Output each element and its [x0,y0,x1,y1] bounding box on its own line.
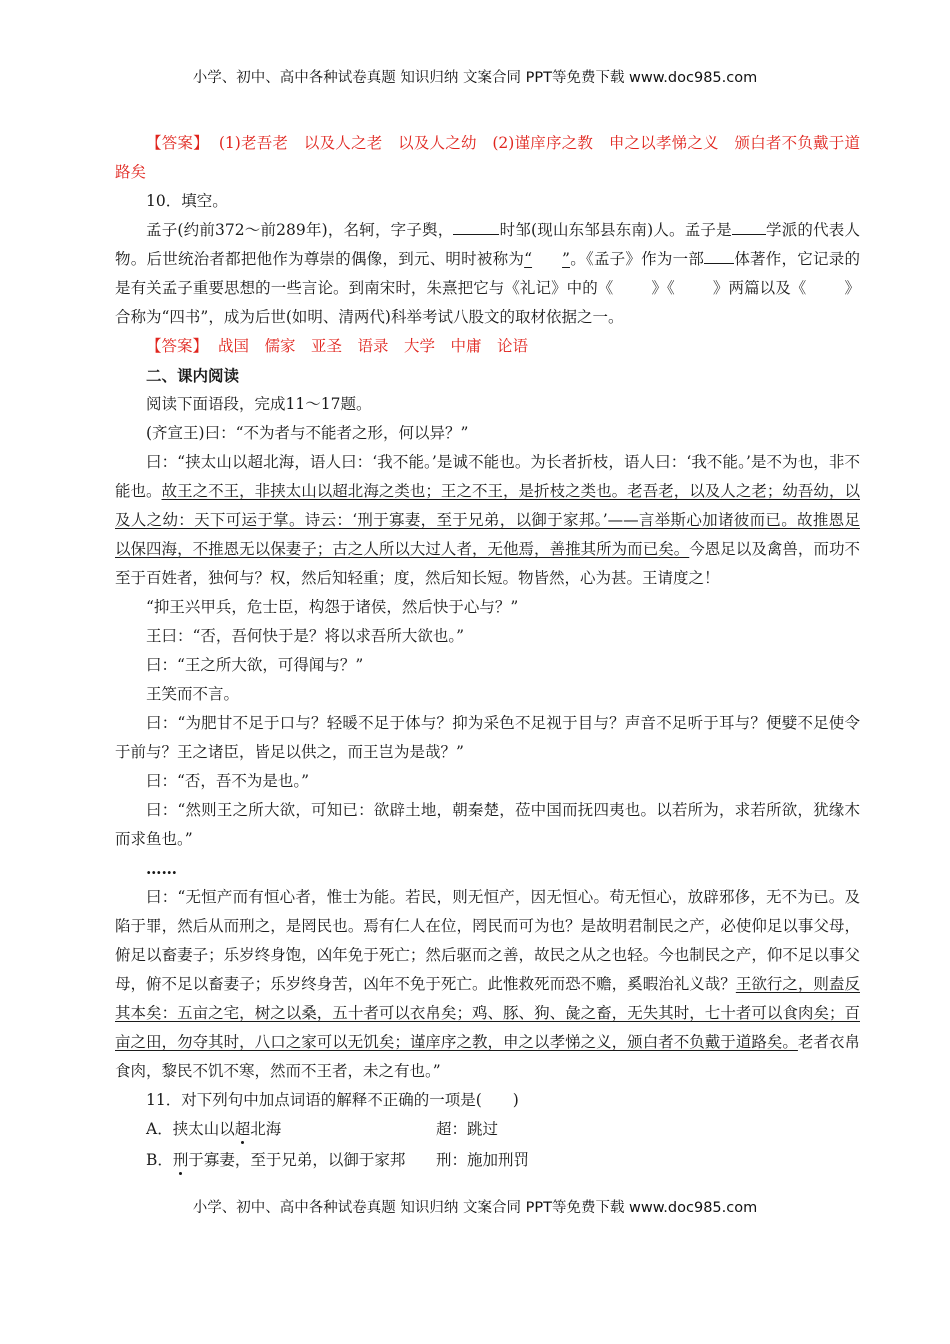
reading-intro: 阅读下面语段，完成11～17题。 [146,395,372,413]
option-b-gloss: 刑：施加刑罚 [436,1151,530,1169]
option-a-dotted-word: 超 [234,1120,251,1138]
p2-plain-start: 曰：“挟太山以超北海，语人曰：‘我不能。’是诚不能也。为长者折枝，语人曰：‘我不能。’是不为也，非不能也。 [115,453,860,500]
quote-close: ” [562,250,570,268]
page-footer: 小学、初中、高中各种试卷真题 知识归纳 文案合同 PPT等免费下载 www.doc985.com [192,1200,758,1216]
passage-paragraph-5: 曰：“王之所大欲，可得闻与？” [146,656,364,674]
document-body [115,129,860,1175]
passage-paragraph-3: “抑王兴甲兵，危士臣，构怨于诸侯，然后快于心与？” [146,598,519,616]
p10-underlined: 王欲行之，则盍反其本矣：五亩之宅，树之以桑，五十者可以衣帛矣；鸡、豚、狗、彘之畜，无失其时，七十者可以食肉矣；百亩之田，勿夺其时，八口之家可以无饥矣；谨庠序之教，申之以孝悌之义，颁白者不负戴于道路矣。 [115,975,860,1051]
q10-text-1: 孟子(约前372～前289年)，名轲，字子舆， [146,221,454,239]
p2-underlined: 故王之不王，非挟太山以超北海之类也；王之不王，是折枝之类也。老吾老，以及人之老；幼吾幼，以及人之幼：天下可运于掌。诗云：‘刑于寡妻，至于兄弟，以御于家邦。’——言举斯心加诸彼而已。故推恩足以保四海，不推恩无以保妻子；古之人所以大过人者，无他焉，善推其所为而已矣。 [115,482,860,558]
question-11-option-a [115,1115,860,1144]
q10-text-2: 时邹(现山东邹县东南)人。孟子是 [499,221,732,239]
question-10-title: 10．填空。 [146,192,228,210]
q10-text-3: 学派的代表人物。后世统治者都把他作为尊崇的偶像，到元、明时被称为 [115,221,860,268]
option-a-text-end: 北海 [250,1120,282,1138]
answer-label: 【答案】 [146,337,209,355]
passage-paragraph-10 [115,883,860,1086]
q10-text-5: 体著作，它记录的是有关孟子重要思想的一些言论。到南宋时，朱熹把它与《礼记》中的《 [115,250,860,297]
passage-paragraph-4: 王曰：“否，吾何快于是？将以求吾所大欲也。” [146,627,465,645]
q10-text-8: 》合称为“四书”，成为后世(如明、清两代)科举考试八股文的取材依据之一。 [115,279,860,326]
passage-ellipsis: …… [146,859,177,878]
question-11-option-b [115,1146,860,1175]
page-header: 小学、初中、高中各种试卷真题 知识归纳 文案合同 PPT等免费下载 www.doc985.com [192,70,758,86]
passage-paragraph-1: (齐宣王)曰：“不为者与不能者之形，何以异？” [146,424,469,442]
fill-blank-1 [453,216,499,235]
fill-blank-4 [704,245,734,264]
answer-9 [115,129,860,187]
p2-plain-end: 今恩足以及禽兽，而功不至于百姓者，独何与？权，然后知轻重；度，然后知长短。物皆然，心为甚。王请度之！ [115,540,860,587]
option-a-gloss: 超：跳过 [436,1120,499,1138]
q10-text-7: 》两篇以及《 [712,279,807,297]
q10-text-6: 》《 [651,279,675,297]
fill-blank-3 [524,250,570,268]
question-10-body [115,216,860,332]
answer-10-text: 战国 儒家 亚圣 语录 大学 中庸 论语 [218,337,529,355]
answer-9-text: (1)老吾老 以及人之老 以及人之幼 (2)谨庠序之教 申之以孝悌之义 颁白者不负戴于道路矣 [115,134,860,181]
option-b-text: B． [146,1151,173,1169]
option-a-text: A．挟太山以 [146,1120,235,1138]
passage-paragraph-2 [115,448,860,593]
passage-paragraph-9: 曰：“然则王之所大欲，可知已：欲辟土地，朝秦楚，莅中国而抚四夷也。以若所为，求若所欲，犹缘木而求鱼也。” [115,801,860,848]
answer-10 [115,332,860,361]
section-heading: 二、课内阅读 [146,366,240,385]
p10-plain-end: 老者衣帛食肉，黎民不饥不寒，然而不王者，未之有也。” [115,1033,860,1080]
p10-plain-start: 曰：“无恒产而有恒心者，惟士为能。若民，则无恒产，因无恒心。苟无恒心，放辟邪侈，无不为已。及陷于罪，然后从而刑之，是罔民也。焉有仁人在位，罔民而可为也？是故明君制民之产，必使仰足以事父母，俯足以畜妻子；乐岁终身饱，凶年免于死亡；然后驱而之善，故民之从之也轻。今也制民之产，仰不足以事父母，俯不足以畜妻子；乐岁终身苦，凶年不免于死亡。此惟救死而恐不赡，奚暇治礼义哉？ [115,888,860,993]
q10-text-4: 。《孟子》作为一部 [569,250,705,268]
question-11-stem: 11．对下列句中加点词语的解释不正确的一项是( ) [146,1091,519,1109]
passage-paragraph-6: 王笑而不言。 [146,685,240,703]
option-b-dotted-word: 刑 [172,1151,189,1169]
answer-label: 【答案】 [146,134,209,152]
option-b-text-end: 于寡妻，至于兄弟，以御于家邦 [188,1151,406,1169]
passage-paragraph-7: 曰：“为肥甘不足于口与？轻暖不足于体与？抑为采色不足视于目与？声音不足听于耳与？便嬖不足使令于前与？王之诸臣，皆足以供之，而王岂为是哉？” [115,714,860,761]
fill-blank-2 [732,216,766,235]
passage-paragraph-8: 曰：“否，吾不为是也。” [146,772,310,790]
quote-open: “ [524,250,533,268]
